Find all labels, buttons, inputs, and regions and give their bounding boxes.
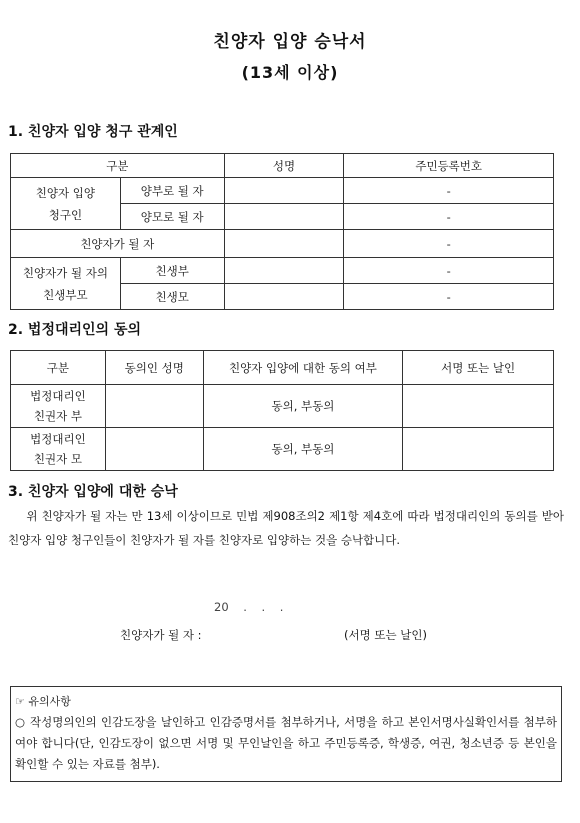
adoptee-name-field[interactable] (224, 230, 344, 258)
signer-label: 친양자가 될 자 : (120, 628, 202, 642)
header-name: 성명 (224, 154, 344, 178)
section-1-heading: 1. 친양자 입양 청구 관계인 (8, 124, 178, 140)
adoptive-mother-name-field[interactable] (224, 204, 344, 230)
birth-mother-label: 친생모 (120, 284, 224, 310)
consent-header-consent: 친양자 입양에 대한 동의 여부 (203, 351, 403, 385)
adoptive-mother-id-field[interactable]: - (344, 204, 554, 230)
guardian-father-name-field[interactable] (105, 385, 203, 428)
applicants-table (10, 153, 554, 310)
section-3-heading: 3. 친양자 입양에 대한 승낙 (8, 484, 178, 500)
birth-mother-id-field[interactable]: - (344, 284, 554, 310)
header-resident-number: 주민등록번호 (344, 154, 554, 178)
guardian-father-consent-option[interactable]: 동의, 부동의 (203, 385, 403, 428)
notice-text: ○ 작성명의인의 인감도장을 날인하고 인감증명서를 첨부하거나, 서명을 하고 본인서명사실확인서를 첨부하여야 합니다(단, 인감도장이 없으면 서명 및 무인날인을 하고 주민등록증, 학생증, 여권, 청소년증 등 본인을 확인할 수 있는 자료를 첨부). (15, 715, 557, 771)
birth-father-id-field[interactable]: - (344, 258, 554, 284)
document-subtitle: (13세 이상) (241, 63, 339, 82)
birth-father-label: 친생부 (120, 258, 224, 284)
consent-header-consenter: 동의인 성명 (105, 351, 203, 385)
guardian-father-signature-field[interactable] (403, 385, 554, 428)
guardian-mother-label: 법정대리인 친권자 모 (11, 428, 106, 471)
guardian-mother-name-field[interactable] (105, 428, 203, 471)
guardian-mother-consent-option[interactable]: 동의, 부동의 (203, 428, 403, 471)
birth-parents-group-label: 친양자가 될 자의 친생부모 (11, 258, 121, 310)
header-category: 구분 (11, 154, 225, 178)
adoptee-label: 친양자가 될 자 (11, 230, 225, 258)
notice-box (10, 686, 562, 782)
adoptive-father-label: 양부로 될 자 (120, 178, 224, 204)
notice-header: ☞ 유의사항 (15, 695, 71, 708)
guardian-mother-signature-field[interactable] (403, 428, 554, 471)
consent-header-signature: 서명 또는 날인 (403, 351, 554, 385)
section-2-heading: 2. 법정대리인의 동의 (8, 322, 141, 338)
consent-header-category: 구분 (11, 351, 106, 385)
guardian-father-label: 법정대리인 친권자 부 (11, 385, 106, 428)
signature-hint[interactable]: (서명 또는 날인) (344, 628, 427, 642)
petitioner-group-label: 친양자 입양 청구인 (11, 178, 121, 230)
birth-father-name-field[interactable] (224, 258, 344, 284)
adoptee-id-field[interactable]: - (344, 230, 554, 258)
adoptive-mother-label: 양모로 될 자 (120, 204, 224, 230)
consent-statement: 위 친양자가 될 자는 만 13세 이상이므로 민법 제908조의2 제1항 제4호에 따라 법정대리인의 동의를 받아 친양자 입양 청구인들이 친양자가 될 자를 친양자로 입양하는 것을 승낙합니다. (8, 509, 564, 547)
document-title: 친양자 입양 승낙서 (213, 32, 367, 52)
adoptive-father-id-field[interactable]: - (344, 178, 554, 204)
adoptive-father-name-field[interactable] (224, 178, 344, 204)
consent-table (10, 350, 554, 471)
birth-mother-name-field[interactable] (224, 284, 344, 310)
date-line[interactable]: 20 . . . (214, 600, 284, 614)
